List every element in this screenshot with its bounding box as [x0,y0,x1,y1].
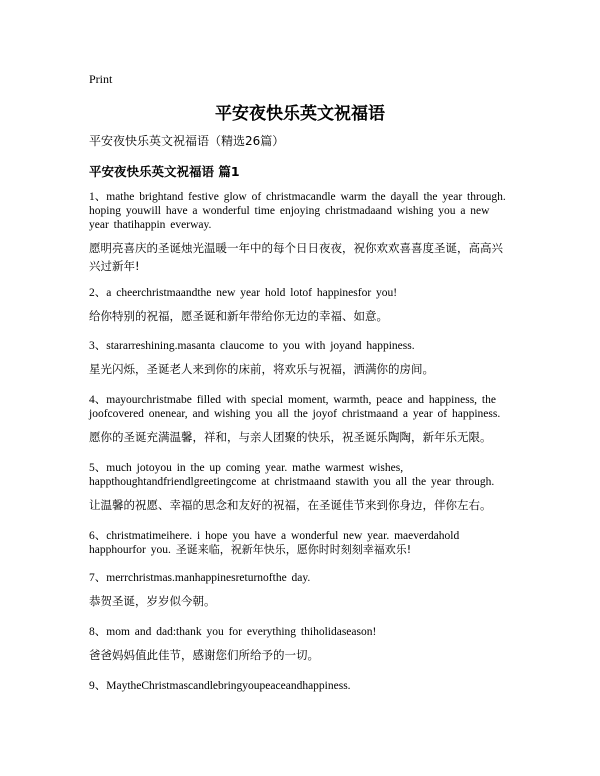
greeting-chinese: 让温馨的祝愿、幸福的思念和友好的祝福，在圣诞佳节来到你身边，伴你左右。 [89,498,492,512]
greeting-english: 4、mayourchristmabe filled with special moment, warmth, peace and happiness, the joofcovered onenear, and wishing you all the joyof christmaand a year of happiness. [89,394,501,420]
greeting-item-9 [89,679,507,693]
greeting-english: 7、merrchristmas.manhappinesreturnofthe day. [89,572,311,584]
greeting-item-4 [89,393,507,446]
greeting-item-6 [89,529,507,557]
greeting-english: 2、a cheerchristmaandthe new year hold lotof happinesfor you! [89,287,398,299]
greeting-chinese: 恭贺圣诞，岁岁似今朝。 [89,594,216,608]
greeting-english [89,529,507,557]
greeting-item-2 [89,286,507,325]
greeting-chinese: 星光闪烁，圣诞老人来到你的床前，将欢乐与祝福，洒满你的房间。 [89,362,434,376]
greeting-chinese: 圣诞来临，祝新年快乐，愿你时时刻刻幸福欢乐! [175,543,412,556]
greeting-item-1 [89,190,507,275]
greeting-chinese: 爸爸妈妈值此佳节，感谢您们所给予的一切。 [89,648,319,662]
page-title: 平安夜快乐英文祝福语 [215,104,385,124]
greeting-item-8 [89,625,507,664]
document-subtitle: 平安夜快乐英文祝福语（精选26篇） [89,134,285,148]
greeting-english: 9、MaytheChristmascandlebringyoupeaceandhappiness. [89,680,351,692]
greeting-item-7 [89,571,507,610]
print-link[interactable]: Print [89,72,113,86]
greeting-english: 5、much jotoyou in the up coming year. mathe warmest wishes, happthoughtandfriendlgreetingcome at christmaand stawith you all the year through. [89,462,495,488]
greeting-chinese: 给你特别的祝福，愿圣诞和新年带给你无边的幸福、如意。 [89,309,388,323]
greeting-chinese: 愿你的圣诞充满温馨，祥和，与亲人团聚的快乐，祝圣诞乐陶陶，新年乐无限。 [89,430,492,444]
greeting-english: 8、mom and dad:thank you for everything thiholidaseason! [89,626,377,638]
greeting-english-text: 6、christmatimeihere. i hope you have a wonderful new year. maeverdahold happhourfor you. [89,530,460,556]
greeting-english: 3、stararreshining.masanta claucome to you with joyand happiness. [89,340,415,352]
greeting-item-5 [89,461,507,514]
greeting-english: 1、mathe brightand festive glow of christmacandle warm the dayall the year through. hoping youwill have a wonderful time enjoying christmadaand wishing you a new year thatihappin everway. [89,191,506,231]
greeting-chinese: 愿明亮喜庆的圣诞烛光温暖一年中的每个日日夜夜，祝你欢欢喜喜度圣诞，高高兴兴过新年! [89,241,503,273]
section-heading: 平安夜快乐英文祝福语 篇1 [89,164,240,179]
greeting-item-3 [89,339,507,378]
